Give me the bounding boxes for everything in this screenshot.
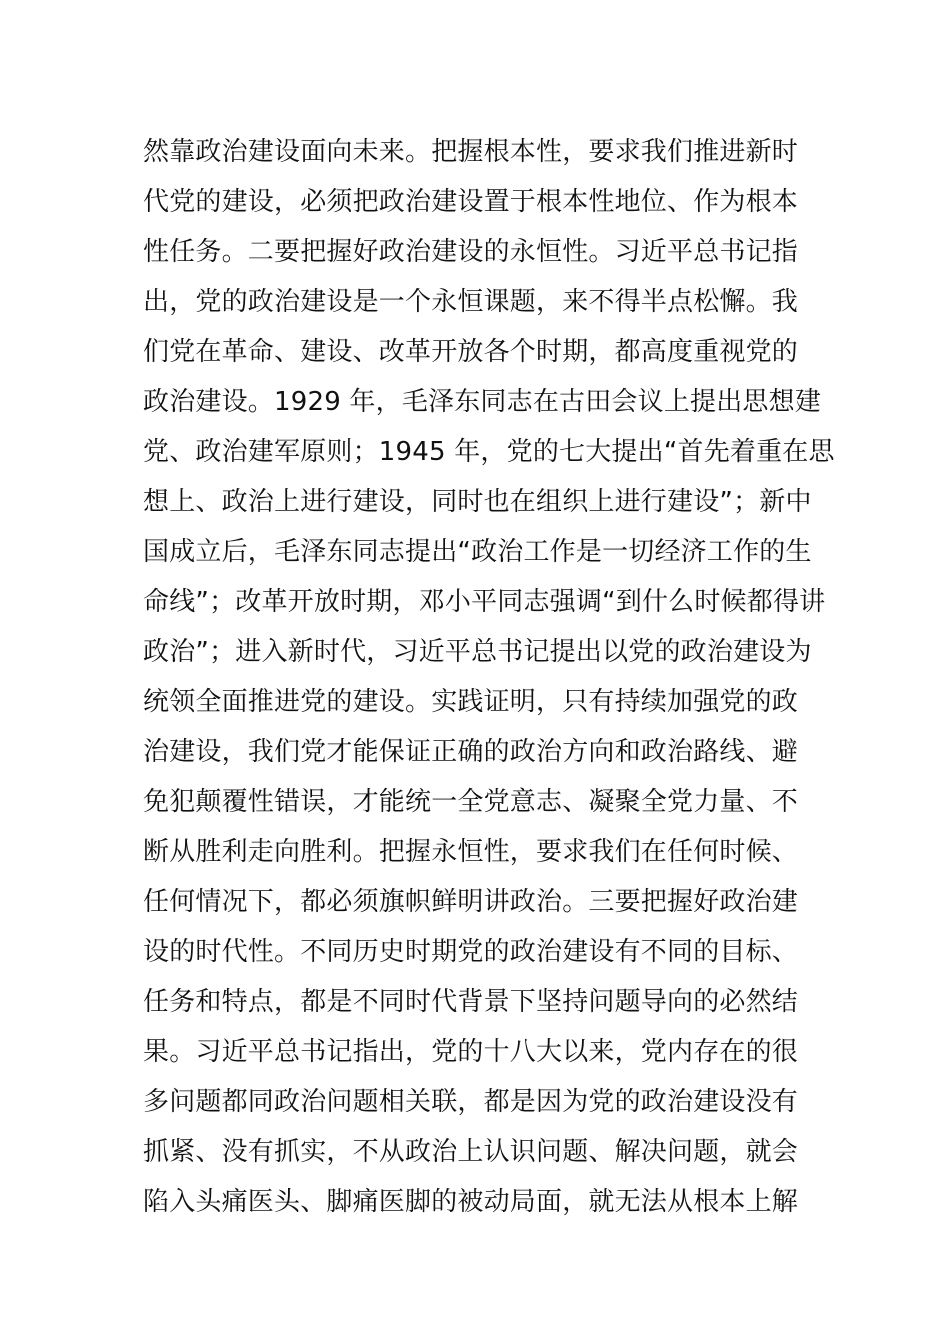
text-line: 政治建设。1929 年，毛泽东同志在古田会议上提出思想建 [143,387,822,417]
text-line: 任务和特点，都是不同时代背景下坚持问题导向的必然结 [143,987,799,1017]
text-line: 设的时代性。不同历史时期党的政治建设有不同的目标、 [143,937,799,967]
text-line: 任何情况下，都必须旗帜鲜明讲政治。三要把握好政治建 [143,887,799,917]
text-line: 命线”；改革开放时期，邓小平同志强调“到什么时候都得讲 [143,587,826,617]
text-line: 免犯颠覆性错误，才能统一全党意志、凝聚全党力量、不 [143,787,799,817]
text-line: 断从胜利走向胜利。把握永恒性，要求我们在任何时候、 [143,837,799,867]
text-line: 治建设，我们党才能保证正确的政治方向和政治路线、避 [143,737,799,767]
text-line: 然靠政治建设面向未来。把握根本性，要求我们推进新时 [143,137,799,167]
text-line: 出，党的政治建设是一个永恒课题，来不得半点松懈。我 [143,287,799,317]
text-line: 陷入头痛医头、脚痛医脚的被动局面，就无法从根本上解 [143,1187,799,1217]
text-line: 政治”；进入新时代，习近平总书记提出以党的政治建设为 [143,637,812,667]
text-line: 代党的建设，必须把政治建设置于根本性地位、作为根本 [143,187,799,217]
text-line: 想上、政治上进行建设，同时也在组织上进行建设”；新中 [143,487,812,517]
text-line: 性任务。二要把握好政治建设的永恒性。习近平总书记指 [143,237,799,267]
text-line: 党、政治建军原则；1945 年，党的七大提出“首先着重在思 [143,437,835,467]
text-line: 统领全面推进党的建设。实践证明，只有持续加强党的政 [143,687,799,717]
body-text [143,127,835,1227]
text-line: 国成立后，毛泽东同志提出“政治工作是一切经济工作的生 [143,537,812,567]
text-line: 们党在革命、建设、改革开放各个时期，都高度重视党的 [143,337,799,367]
text-line: 多问题都同政治问题相关联，都是因为党的政治建设没有 [143,1087,799,1117]
text-line: 果。习近平总书记指出，党的十八大以来，党内存在的很 [143,1037,799,1067]
text-line: 抓紧、没有抓实，不从政治上认识问题、解决问题，就会 [143,1137,799,1167]
